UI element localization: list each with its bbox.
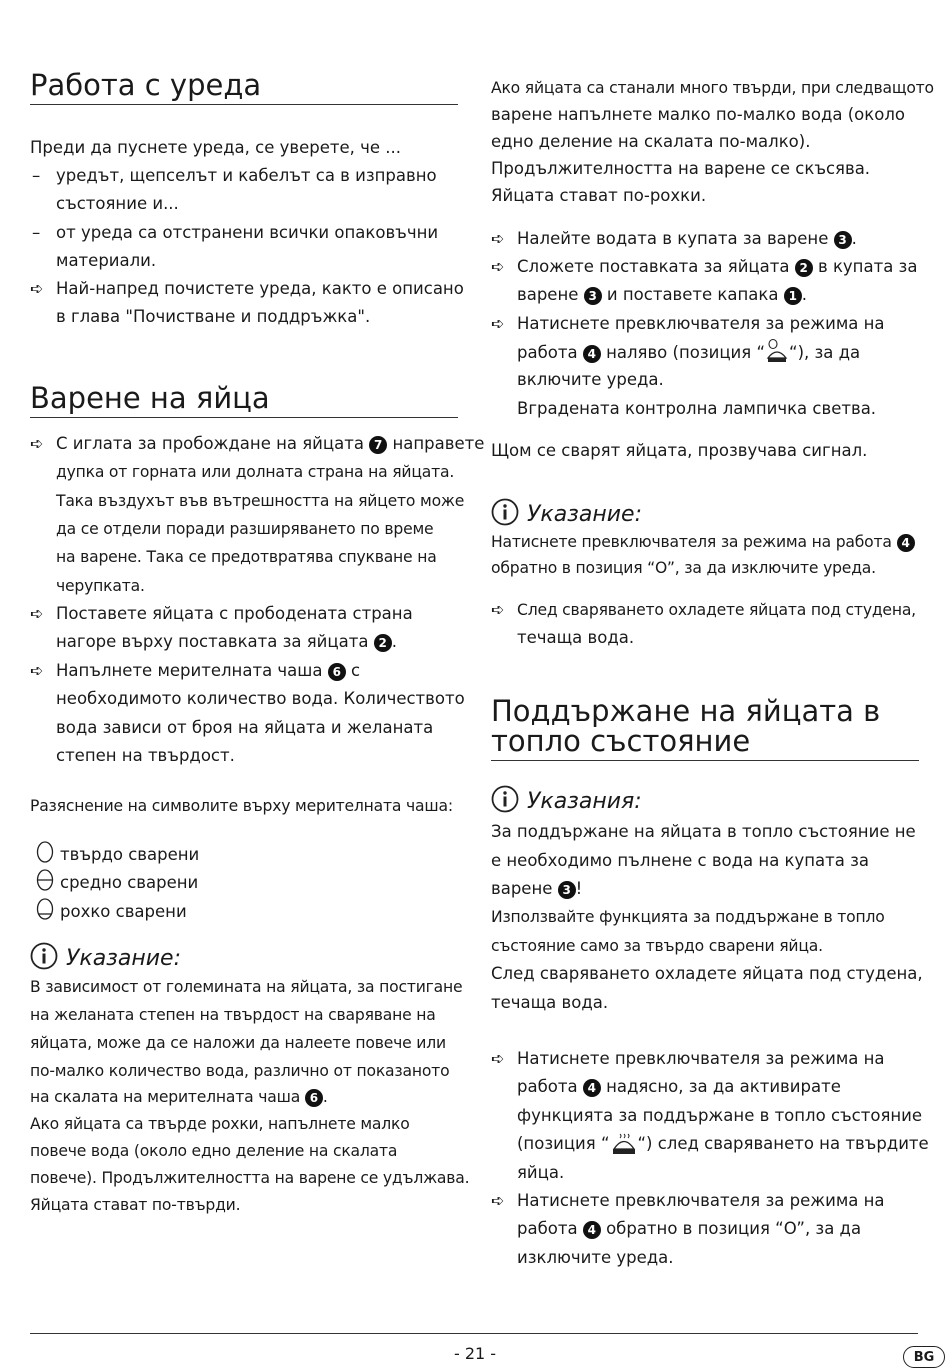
arrow-bullet-icon: ➪	[491, 1049, 505, 1068]
list-item: Сложете поставката за яйцата 2 в купата за	[517, 257, 918, 276]
keep-warm-mode-icon	[610, 1133, 638, 1155]
list-item: да се отдели поради разширяването по време	[56, 520, 434, 538]
heading-keeping-eggs-warm: Поддържане на яйцата в топло състояние	[491, 696, 919, 761]
note-text: варене 3 !	[491, 879, 583, 898]
part-number-badge: 6	[305, 1089, 323, 1107]
note-text: на скалата на мерителната чаша 6 .	[30, 1088, 328, 1106]
list-item: течаща вода.	[517, 628, 635, 647]
list-item: вода зависи от броя на яйцата и желаната	[56, 718, 434, 737]
list-item: в глава "Почистване и поддръжка".	[56, 307, 371, 326]
boil-mode-icon	[765, 338, 789, 364]
arrow-bullet-icon: ➪	[491, 257, 505, 276]
list-item: работа 4 обратно в позиция “O”, за да	[517, 1219, 862, 1238]
list-item: Поставете яйцата с прободената страна	[56, 604, 413, 623]
list-item: Най-напред почистете уреда, както е описано	[56, 279, 464, 298]
part-number-badge: 7	[369, 436, 387, 454]
list-item: работа 4 наляво (позиция “ “), за да	[517, 338, 860, 367]
part-number-badge: 3	[584, 287, 602, 305]
list-item: функцията за поддържане в топло състояние	[517, 1106, 923, 1125]
list-item: включите уреда.	[517, 370, 664, 389]
note-text: обратно в позиция “O”, за да изключите уреда.	[491, 559, 876, 577]
list-item: необходимото количество вода. Количеството	[56, 689, 465, 708]
list-item: Натиснете превключвателя за режима на	[517, 1191, 885, 1210]
note-text: повече вода (около едно деление на скалата	[30, 1142, 398, 1160]
note-text: състояние само за твърдо сварени яйца.	[491, 937, 823, 955]
list-item: дупка от горната или долната страна на яйцата.	[56, 463, 455, 481]
arrow-bullet-icon: ➪	[491, 1191, 505, 1210]
list-item: черупката.	[56, 577, 145, 595]
part-number-badge: 3	[834, 231, 852, 249]
list-item: изключите уреда.	[517, 1248, 674, 1267]
part-number-badge: 4	[583, 1221, 601, 1239]
dash-bullet: –	[32, 166, 41, 185]
list-item: от уреда са отстранени всички опаковъчни	[56, 223, 439, 242]
list-item: След сваряването охладете яйцата под студена,	[517, 601, 916, 619]
list-item: С иглата за пробождане на яйцата 7 направете	[56, 434, 485, 453]
arrow-bullet-icon: ➪	[30, 279, 44, 298]
list-item: състояние и...	[56, 194, 179, 213]
part-number-badge: 3	[558, 881, 576, 899]
note-text: повече). Продължителността на варене се удължава.	[30, 1169, 470, 1187]
hard-egg-icon	[36, 841, 54, 863]
paragraph-line: едно деление на скалата по-малко).	[491, 132, 811, 151]
medium-egg-icon	[36, 869, 54, 891]
list-item: степен на твърдост.	[56, 746, 235, 765]
list-item: нагоре върху поставката за яйцата 2 .	[56, 632, 397, 651]
list-item: работа 4 надясно, за да активирате	[517, 1077, 841, 1096]
note-text: по-малко количество вода, различно от показаното	[30, 1062, 450, 1080]
list-item: Натиснете превключвателя за режима на	[517, 314, 885, 333]
part-number-badge: 1	[784, 287, 802, 305]
note-text: Ако яйцата са твърде рохки, напълнете малко	[30, 1115, 410, 1133]
part-number-badge: 2	[374, 634, 392, 652]
list-item: материали.	[56, 251, 157, 270]
paragraph-line: Ако яйцата са станали много твърди, при следващото	[491, 79, 934, 97]
note-text: За поддържане на яйцата в топло състояние не	[491, 822, 916, 841]
arrow-bullet-icon: ➪	[30, 434, 44, 453]
list-item: яйца.	[517, 1163, 565, 1182]
part-number-badge: 4	[897, 534, 915, 552]
egg-legend-hard: твърдо сварени	[36, 841, 199, 869]
arrow-bullet-icon: ➪	[30, 661, 44, 680]
part-number-badge: 4	[583, 1079, 601, 1097]
dash-bullet: –	[32, 223, 41, 242]
note-text: Използвайте функцията за поддържане в топло	[491, 908, 885, 926]
signal-text: Щом се сварят яйцата, прозвучава сигнал.	[491, 441, 868, 460]
info-icon	[30, 942, 58, 970]
list-item: (позиция “ “) след сваряването на твърдите	[517, 1134, 929, 1153]
part-number-badge: 2	[795, 259, 813, 277]
note-text: Натиснете превключвателя за режима на работа 4	[491, 528, 915, 556]
info-icon	[491, 785, 519, 813]
page-number: - 21 -	[453, 1344, 497, 1363]
info-icon	[491, 498, 519, 526]
paragraph-line: Продължителността на варене се скъсява.	[491, 159, 871, 178]
heading-working-with-appliance: Работа с уреда	[30, 70, 458, 105]
list-item: Така въздухът във вътрешността на яйцето може	[56, 492, 465, 510]
note-text: След сваряването охладете яйцата под студена,	[491, 964, 923, 983]
list-item: Напълнете мерителната чаша 6 с	[56, 661, 361, 680]
note-text: течаща вода.	[491, 993, 609, 1012]
note-text: на желаната степен на твърдост на сваряване на	[30, 1006, 436, 1024]
paragraph-line: Яйцата стават по-рохки.	[491, 186, 707, 205]
part-number-badge: 6	[328, 663, 346, 681]
note-text: е необходимо пълнене с вода на купата за	[491, 851, 870, 870]
paragraph-line: варене напълнете малко по-малко вода (около	[491, 105, 905, 124]
heading-boiling-eggs: Варене на яйца	[30, 383, 458, 418]
list-item: Натиснете превключвателя за режима на	[517, 1049, 885, 1068]
arrow-bullet-icon: ➪	[30, 604, 44, 623]
list-item: на варене. Така се предотвратява спукване на	[56, 548, 437, 566]
note-heading: Указание:	[30, 942, 181, 974]
list-item: Вградената контролна лампичка светва.	[517, 399, 877, 418]
intro-text: Преди да пуснете уреда, се уверете, че ...	[30, 138, 402, 157]
notes-heading: Указания:	[491, 785, 642, 817]
list-item: варене 3 и поставете капака 1 .	[517, 285, 807, 304]
arrow-bullet-icon: ➪	[491, 229, 505, 248]
list-item: уредът, щепселът и кабелът са в изправно	[56, 166, 437, 185]
footer-rule	[30, 1333, 918, 1334]
egg-legend-medium: средно сварени	[36, 869, 198, 897]
language-badge: BG	[903, 1346, 945, 1368]
part-number-badge: 4	[583, 345, 601, 363]
note-text: В зависимост от големината на яйцата, за постигане	[30, 978, 463, 996]
note-text: яйцата, може да се наложи да налеете повече или	[30, 1034, 446, 1052]
list-item: Налейте водата в купата за варене 3 .	[517, 229, 857, 248]
note-text: Яйцата стават по-твърди.	[30, 1196, 241, 1214]
symbols-intro: Разяснение на символите върху мерителната чаша:	[30, 797, 453, 815]
soft-egg-icon	[36, 898, 54, 920]
arrow-bullet-icon: ➪	[491, 314, 505, 333]
note-heading: Указание:	[491, 498, 642, 530]
arrow-bullet-icon: ➪	[491, 600, 505, 619]
egg-legend-soft: рохко сварени	[36, 898, 187, 926]
